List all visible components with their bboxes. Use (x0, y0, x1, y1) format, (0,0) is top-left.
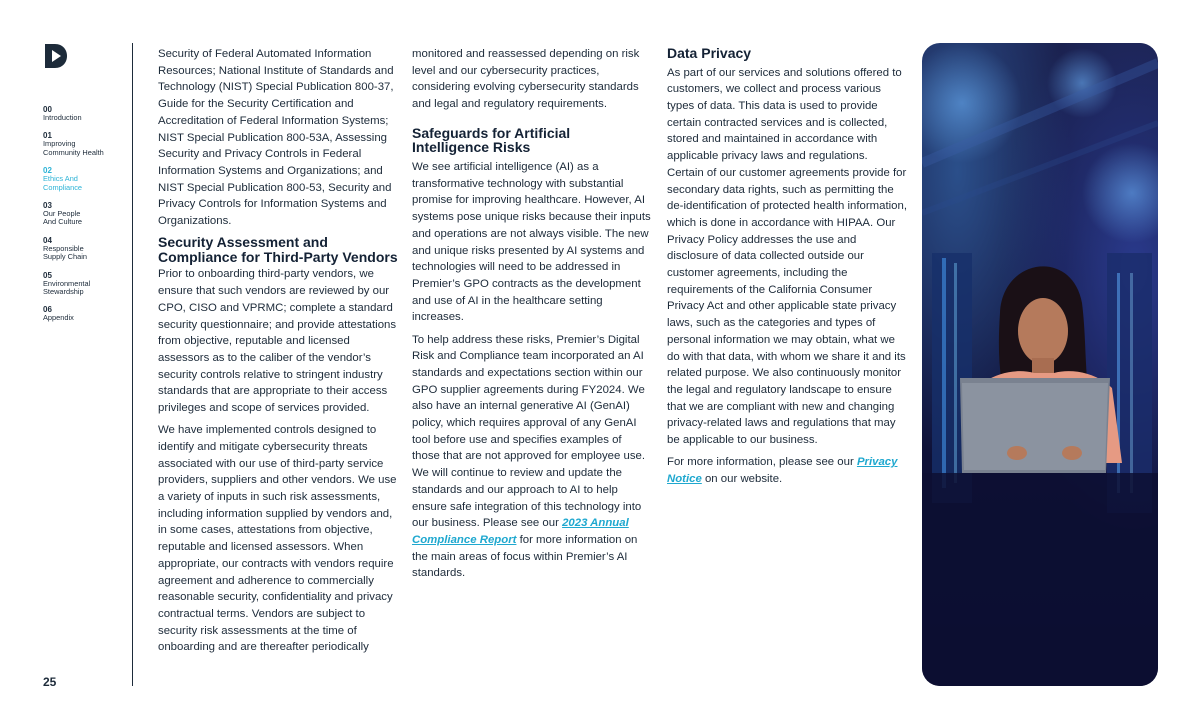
paragraph (412, 332, 652, 583)
page-number: 25 (43, 675, 57, 689)
server-room-photo (922, 43, 1158, 686)
premier-logo-icon (42, 42, 68, 70)
heading-line: Safeguards for Artificial (412, 124, 571, 141)
nav-item-ethics-and-compliance[interactable] (43, 166, 123, 192)
heading-line: Security Assessment and (158, 234, 328, 251)
nav-item-label: Improving Community Health (43, 139, 104, 157)
nav-item-label: Responsible Supply Chain (43, 243, 87, 262)
text-column-2 (412, 46, 652, 588)
photo-illustration (922, 43, 1158, 686)
nav-item-label: Environmental Stewardship (43, 278, 91, 297)
section-nav (43, 105, 123, 332)
nav-item-number: 00 (43, 105, 52, 114)
nav-item-label: Our People And Culture (43, 209, 83, 227)
paragraph (667, 454, 907, 487)
nav-item-number: 02 (43, 166, 52, 176)
nav-item-number: 04 (43, 235, 52, 245)
nav-item-environmental-stewardship[interactable] (43, 271, 123, 297)
paragraph: We have implemented controls designed to identify and mitigate cybersecurity threats associated with our use of third-party service providers, suppliers and other vendors. We use a variety of inputs in such risk assessments, including information supplied by vendors and, in some cases, attestations from objective, reputable and licensed assessors. When appropriate, our contracts with vendors require agreement and adherence to commercially reasonable security, confidentiality and privacy contractual terms. Vendors are subject to security risk assessments at the time of onboarding and are thereafter periodically (158, 424, 397, 654)
nav-item-number: 03 (43, 201, 52, 211)
text-run: on our website. (701, 472, 783, 485)
nav-item-label: Ethics And Compliance (43, 174, 83, 192)
section-heading-data-privacy: Data Privacy (667, 45, 752, 61)
paragraph: As part of our services and solutions offered to customers, we collect and process various types of data. This data is used to provide certain contracted services and is collected, stored and maintained in accordance with applicable privacy laws and regulations. Certain of our customer agreements provide for secondary data rights, such as permitting the de-identification of protected health information, which is done in accordance with HIPAA. Our Privacy Policy addresses the use and disclosure of data collected outside our customer agreements, including the requirements of the California Consumer Privacy Act and other applicable state privacy laws, such as the categories and types of personal information we may obtain, what we do with that data, with whom we share it and its related purpose. We also continuously monitor the legal and regulatory landscape to ensure that we are compliant with new and changing privacy-related laws and regulations that may be applicable to our business. (667, 66, 907, 447)
text-run: For more information, please see our (667, 456, 857, 469)
nav-item-label: Introduction (43, 113, 82, 122)
nav-item-our-people-and-culture[interactable] (43, 201, 123, 227)
paragraph: Prior to onboarding third-party vendors, we ensure that such vendors are reviewed by our CPO, CISO and VPRMC; complete a standard security questionnaire; and provide attestations from objective, reputable and licensed assessors as to the caliber of the vendor’s security controls relative to stringent industry standards that are appropriate to their access privileges and scope of services provided. (158, 268, 397, 415)
text-column-1 (158, 46, 398, 662)
section-heading-security-assessment (158, 235, 398, 264)
privacy-notice-link[interactable]: Privacy Notice (667, 456, 898, 485)
compliance-report-link[interactable]: 2023 Annual Compliance Report (412, 517, 629, 546)
heading-line: Compliance for Third-Party Vendors (158, 248, 398, 265)
paragraph: monitored and reassessed depending on risk level and our cybersecurity practices, considering evolving cybersecurity standards and legal and regulatory requirements. (412, 48, 640, 111)
paragraph: Security of Federal Automated Information Resources; National Institute of Standards and Technology (NIST) Special Publication 800-37, Guide for the Security Certification and Accreditation of Federal Information Systems; NIST Special Publication 800-53A, Assessing Security and Privacy Controls in Federal Information Systems and Organizations; and NIST Special Publication 800-53, Security and Privacy Controls for Information Systems and Organizations. (158, 48, 394, 228)
text-run: To help address these risks, Premier’s Digital Risk and Compliance team incorporated an AI standards and expectations section within our GPO supplier agreements during FY2024. We also have an internal generative AI (GenAI) policy, which requires approval of any GenAI tool before use and specifies examples of those that are not approved for employee use. We will continue to review and update the standards and our approach to AI to help ensure safe integration of this technology into our business. Please see our (412, 333, 646, 530)
nav-item-responsible-supply-chain[interactable] (43, 236, 123, 262)
heading-line: Intelligence Risks (412, 139, 531, 156)
paragraph: We see artificial intelligence (AI) as a transformative technology with substantial promise for improving healthcare. However, AI systems pose unique risks because their inputs and operations are not always visible. The new and unique risks presented by AI systems and technologies will need to be addressed in Premier’s GPO contracts as the development and use of AI in the healthcare setting increases. (412, 161, 651, 324)
nav-item-improving-community-health[interactable] (43, 131, 123, 157)
nav-item-number: 01 (43, 131, 52, 141)
nav-item-number: 05 (43, 270, 52, 280)
nav-divider (132, 43, 133, 686)
nav-item-label: Appendix (43, 313, 74, 323)
nav-item-appendix[interactable] (43, 305, 123, 322)
nav-item-introduction[interactable] (43, 105, 123, 122)
text-run: for more information on the main areas of focus within Premier’s AI standards. (412, 533, 638, 580)
text-column-3 (667, 46, 907, 493)
nav-item-number: 06 (43, 305, 52, 315)
section-heading-ai-risks (412, 126, 652, 155)
